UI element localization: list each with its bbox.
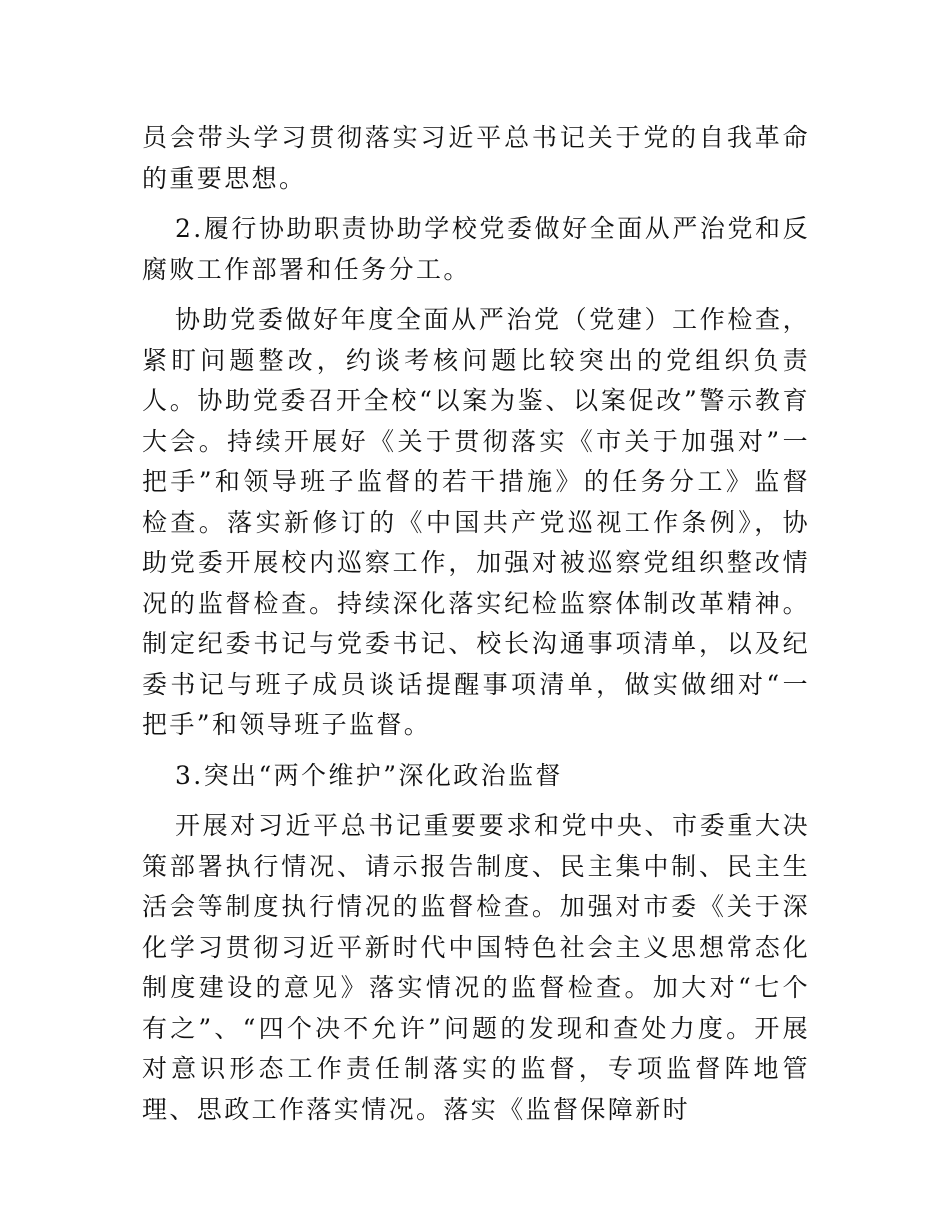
paragraph-body: 协助党委做好年度全面从严治党（党建）工作检查，紧盯问题整改，约谈考核问题比较突出的党组织负责人。协助党委召开全校“以案为鉴、以案促改”警示教育大会。持续开展好《关于贯彻落实《市关于加强对”一把手”和领导班子监督的若干措施》的任务分工》监督检查。落实新修订的《中国共产党巡视工作条例》，协助党委开展校内巡察工作，加强对被巡察党组织整改情况的监督检查。持续深化落实纪检监察体制改革精神。制定纪委书记与党委书记、校长沟通事项清单，以及纪委书记与班子成员谈话提醒事项清单，做实做细对“一把手”和领导班子监督。	[142, 305, 810, 739]
section-heading-3: 3.突出“两个维护”深化政治监督	[175, 760, 563, 790]
paragraph-body: 开展对习近平总书记重要要求和党中央、市委重大决策部署执行情况、请示报告制度、民主集中制、民主生活会等制度执行情况的监督检查。加强对市委《关于深化学习贯彻习近平新时代中国特色社会主义思想常态化制度建设的意见》落实情况的监督检查。加大对“七个有之”、“四个决不允许”问题的发现和查处力度。开展对意识形态工作责任制落实的监督，专项监督阵地管理、思政工作落实情况。落实《监督保障新时	[142, 811, 810, 1124]
paragraph-continuation: 员会带头学习贯彻落实习近平总书记关于党的自我革命的重要思想。	[142, 123, 810, 193]
section-heading-2: 2.履行协助职责协助学校党委做好全面从严治党和反腐败工作部署和任务分工。	[142, 214, 810, 284]
document-page	[142, 118, 810, 1140]
